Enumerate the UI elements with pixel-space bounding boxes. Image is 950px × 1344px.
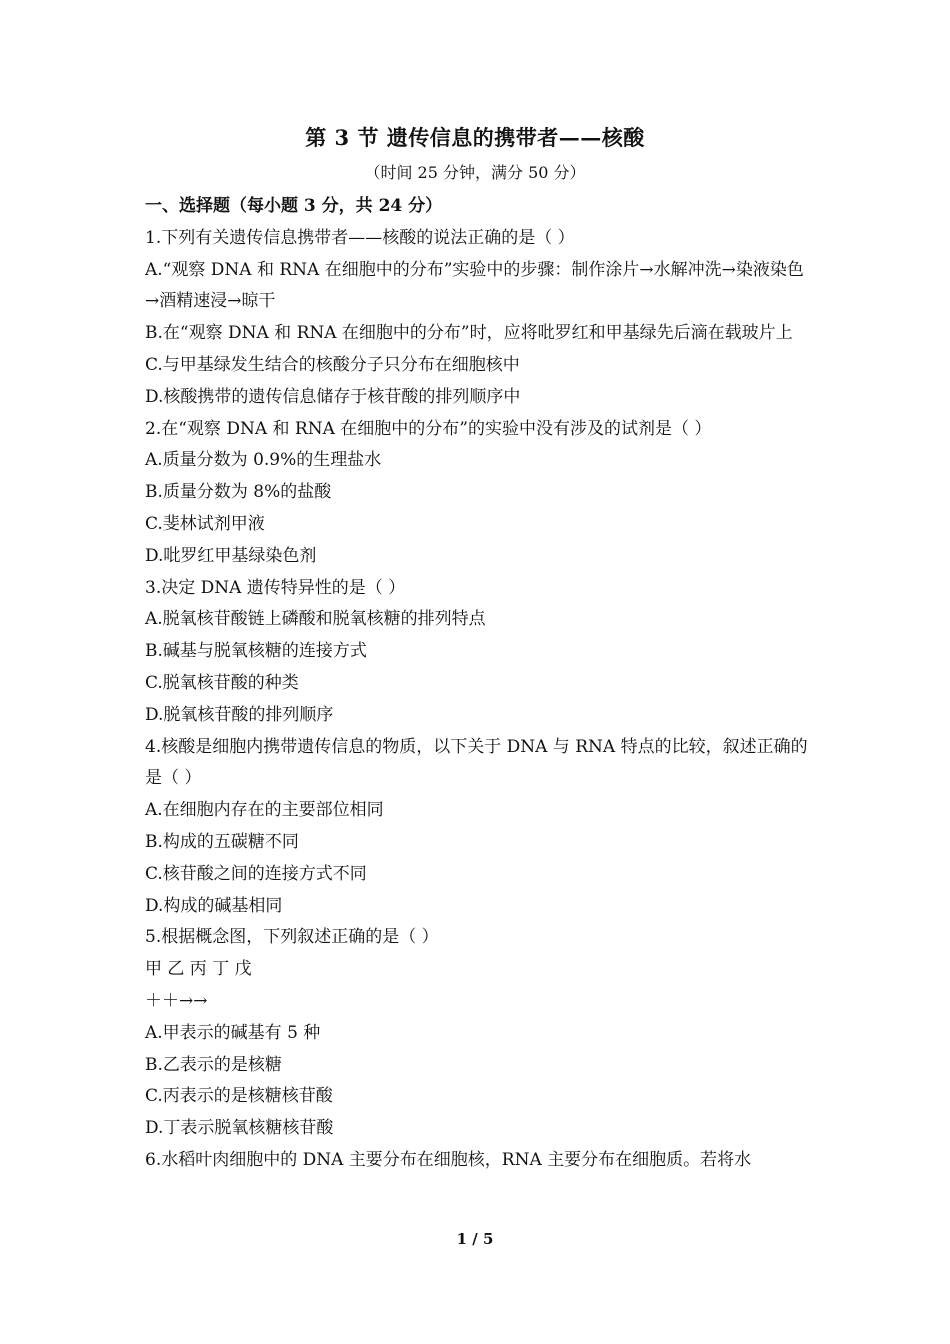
question-4-option-d: D.构成的碱基相同 bbox=[145, 895, 283, 916]
question-3-option-a: A.脱氧核苷酸链上磷酸和脱氧核糖的排列特点 bbox=[145, 609, 486, 630]
page-subtitle: （时间 25 分钟，满分 50 分） bbox=[364, 163, 586, 182]
concept-map-symbols: ＋＋→→ bbox=[145, 990, 208, 1011]
question-2-option-c: C.斐林试剂甲液 bbox=[145, 513, 265, 534]
question-2-option-d: D.吡罗红甲基绿染色剂 bbox=[145, 545, 317, 566]
document-body bbox=[145, 191, 811, 1177]
question-2-option-b: B.质量分数为 8%的盐酸 bbox=[145, 482, 332, 503]
question-5-option-b: B.乙表示的是核糖 bbox=[145, 1054, 282, 1075]
concept-map-labels: 甲 乙 丙 丁 戊 bbox=[145, 959, 252, 980]
question-4-option-b: B.构成的五碳糖不同 bbox=[145, 831, 299, 852]
question-2-option-a: A.质量分数为 0.9%的生理盐水 bbox=[145, 450, 382, 471]
question-1-option-a: A.“观察 DNA 和 RNA 在细胞中的分布”实验中的步骤：制作涂片→水解冲洗→染液染色→酒精速浸→晾干 bbox=[145, 259, 804, 312]
question-1-option-d: D.核酸携带的遗传信息储存于核苷酸的排列顺序中 bbox=[145, 386, 521, 407]
question-5-option-a: A.甲表示的碱基有 5 种 bbox=[145, 1022, 321, 1043]
question-1-option-b: B.在“观察 DNA 和 RNA 在细胞中的分布”时，应将吡罗红和甲基绿先后滴在载玻片上 bbox=[145, 323, 793, 344]
question-3-stem: 3.决定 DNA 遗传特异性的是（ ） bbox=[145, 577, 406, 598]
section-heading: 一、选择题（每小题 3 分，共 24 分） bbox=[145, 196, 443, 216]
question-5-option-d: D.丁表示脱氧核糖核苷酸 bbox=[145, 1118, 334, 1139]
question-4-option-c: C.核苷酸之间的连接方式不同 bbox=[145, 863, 367, 884]
page-number: 1 / 5 bbox=[456, 1230, 494, 1248]
question-2-stem: 2.在“观察 DNA 和 RNA 在细胞中的分布”的实验中没有涉及的试剂是（ ） bbox=[145, 418, 712, 439]
question-1-option-c: C.与甲基绿发生结合的核酸分子只分布在细胞核中 bbox=[145, 354, 520, 375]
page-title: 第 3 节 遗传信息的携带者——核酸 bbox=[305, 125, 645, 150]
question-4-option-a: A.在细胞内存在的主要部位相同 bbox=[145, 800, 384, 821]
question-5-option-c: C.丙表示的是核糖核苷酸 bbox=[145, 1086, 333, 1107]
question-6-stem: 6.水稻叶肉细胞中的 DNA 主要分布在细胞核，RNA 主要分布在细胞质。若将水 bbox=[145, 1149, 752, 1170]
question-1-stem: 1.下列有关遗传信息携带者——核酸的说法正确的是（ ） bbox=[145, 227, 575, 248]
question-3-option-b: B.碱基与脱氧核糖的连接方式 bbox=[145, 641, 367, 662]
question-3-option-d: D.脱氧核苷酸的排列顺序 bbox=[145, 704, 334, 725]
question-5-stem: 5.根据概念图，下列叙述正确的是（ ） bbox=[145, 927, 439, 948]
question-3-option-c: C.脱氧核苷酸的种类 bbox=[145, 672, 299, 693]
question-4-stem: 4.核酸是细胞内携带遗传信息的物质，以下关于 DNA 与 RNA 特点的比较，叙述正确的是（ ） bbox=[145, 736, 808, 789]
